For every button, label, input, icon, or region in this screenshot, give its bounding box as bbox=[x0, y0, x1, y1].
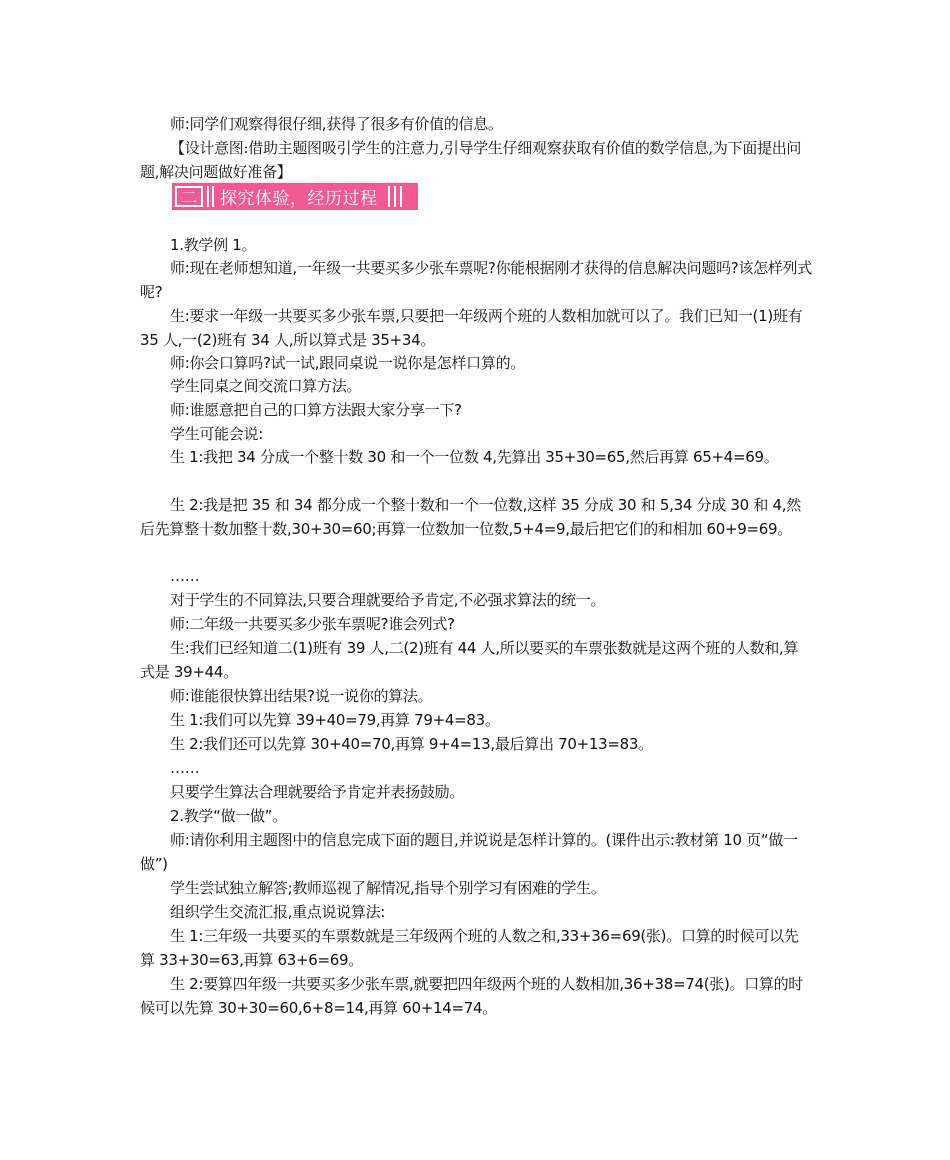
paragraph: 师:同学们观察得很仔细,获得了很多有价值的信息。 bbox=[170, 115, 503, 133]
paragraph: 生 2:我们还可以先算 30+40=70,再算 9+4=13,最后算出 70+13=83。 bbox=[170, 735, 653, 753]
paragraph: 生 2:要算四年级一共要买多少张车票,就要把四年级两个班的人数相加,36+38=74(张)。口算的时候可以先算 30+30=60,6+8=14,再算 60+14=74。 bbox=[140, 975, 804, 1017]
paragraph: 只要学生算法合理就要给予肯定并表扬鼓励。 bbox=[170, 783, 465, 801]
paragraph: 学生同桌之间交流口算方法。 bbox=[170, 377, 362, 395]
paragraph: 生 2:我是把 35 和 34 都分成一个整十数和一个一位数,这样 35 分成 30 和 5,34 分成 30 和 4,然后先算整十数加整十数,30+30=60;再算一位数加一位数,5+4=9,最后把它们的和相加 60+9=69。 bbox=[140, 496, 801, 538]
ellipsis: …… bbox=[170, 567, 200, 585]
section-banner bbox=[172, 183, 418, 210]
paragraph: 2.教学“做一做”。 bbox=[170, 807, 287, 825]
paragraph: 生:要求一年级一共要买多少张车票,只要把一年级两个班的人数相加就可以了。我们已知一(1)班有 35 人,一(2)班有 34 人,所以算式是 35+34。 bbox=[140, 307, 803, 349]
section-number: 二 bbox=[175, 186, 203, 207]
banner-decoration-icon bbox=[388, 186, 402, 207]
paragraph: 师:请你利用主题图中的信息完成下面的题目,并说说是怎样计算的。(课件出示:教材第 10 页“做一做”) bbox=[140, 831, 798, 873]
paragraph: 生:我们已经知道二(1)班有 39 人,二(2)班有 44 人,所以要买的车票张数就是这两个班的人数和,算式是 39+44。 bbox=[140, 639, 799, 681]
paragraph: 生 1:我们可以先算 39+40=79,再算 79+4=83。 bbox=[170, 711, 500, 729]
paragraph: 师:你会口算吗?试一试,跟同桌说一说你是怎样口算的。 bbox=[170, 354, 525, 372]
paragraph: 学生可能会说: bbox=[170, 425, 263, 443]
ellipsis: …… bbox=[170, 759, 200, 777]
paragraph: 组织学生交流汇报,重点说说算法: bbox=[170, 903, 386, 921]
design-intent-note: 【设计意图:借助主题图吸引学生的注意力,引导学生仔细观察获取有价值的数学信息,为下面提出问题,解决问题做好准备】 bbox=[140, 139, 802, 181]
paragraph: 生 1:三年级一共要买的车票数就是三年级两个班的人数之和,33+36=69(张)。口算的时候可以先算 33+30=63,再算 63+6=69。 bbox=[140, 927, 799, 969]
paragraph: 师:二年级一共要买多少张车票呢?谁会列式? bbox=[170, 615, 455, 633]
paragraph: 师:谁愿意把自己的口算方法跟大家分享一下? bbox=[170, 401, 462, 419]
paragraph: 生 1:我把 34 分成一个整十数 30 和一个一位数 4,先算出 35+30=65,然后再算 65+4=69。 bbox=[170, 448, 779, 466]
section-title: 探究体验，经历过程 bbox=[220, 189, 378, 209]
paragraph: 师:现在老师想知道,一年级一共要买多少张车票呢?你能根据刚才获得的信息解决问题吗?该怎样列式呢? bbox=[140, 259, 812, 301]
paragraph: 1.教学例 1。 bbox=[170, 236, 257, 254]
banner-divider-icon bbox=[207, 186, 214, 207]
paragraph: 师:谁能很快算出结果?说一说你的算法。 bbox=[170, 687, 433, 705]
paragraph: 学生尝试独立解答;教师巡视了解情况,指导个别学习有困难的学生。 bbox=[170, 879, 606, 897]
paragraph: 对于学生的不同算法,只要合理就要给予肯定,不必强求算法的统一。 bbox=[170, 591, 606, 609]
